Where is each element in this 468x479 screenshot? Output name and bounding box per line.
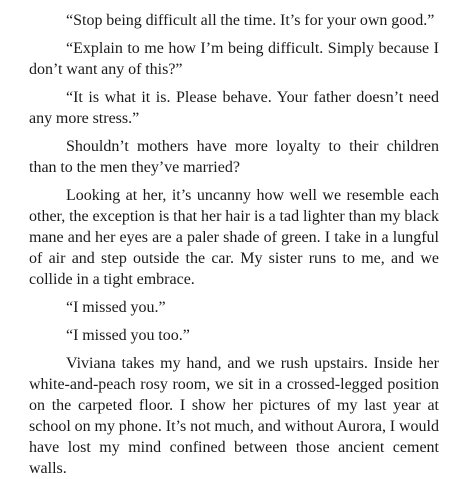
paragraph-5: Looking at her, it’s uncanny how well we resemble each other, the exception is that her hair is a tad lighter than my black mane and her eyes are a paler shade of green. I take in a lungful of air and step outside the car. My sister runs to me, and we collide in a tight embrace. — [29, 187, 439, 288]
paragraph-2: “Explain to me how I’m being difficult. Simply because I don’t want any of this?” — [29, 40, 439, 78]
paragraph-1: “Stop being difficult all the time. It’s for your own good.” — [66, 12, 435, 29]
paragraph-4: Shouldn’t mothers have more loyalty to their children than to the men they’ve married? — [29, 138, 439, 176]
paragraph-7: “I missed you too.” — [66, 327, 190, 344]
paragraph-3: “It is what it is. Please behave. Your father doesn’t need any more stress.” — [29, 89, 439, 127]
paragraph-8: Viviana takes my hand, and we rush upstairs. Inside her white-and-peach rosy room, we sit in a crossed-legged position on the carpeted floor. I show her pictures of my last year at school on my phone. It’s not much, and without Aurora, I would have lost my mind confined between those ancient cement walls. — [29, 355, 439, 477]
paragraph-6: “I missed you.” — [66, 299, 166, 316]
